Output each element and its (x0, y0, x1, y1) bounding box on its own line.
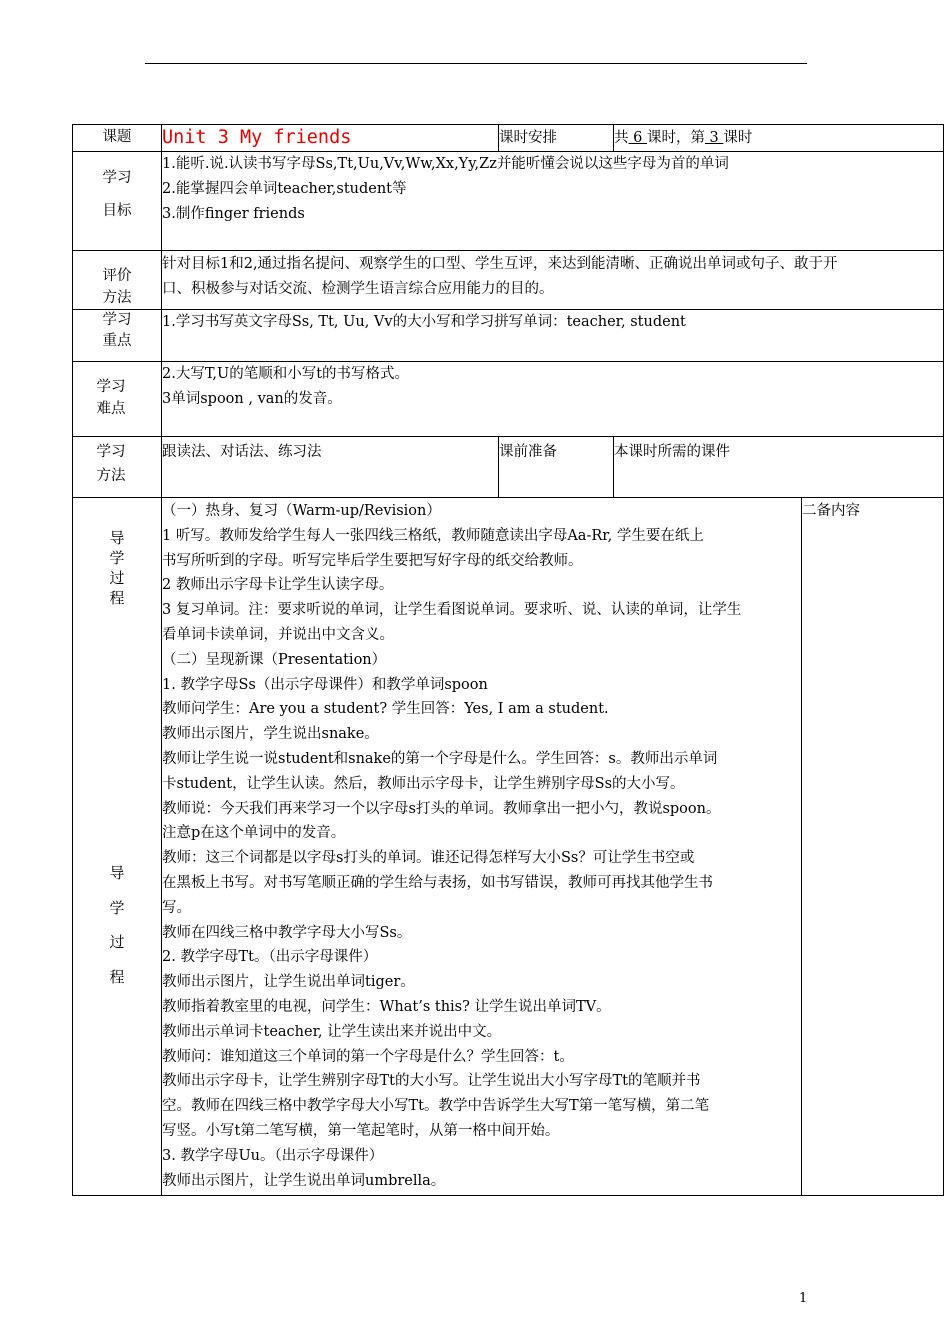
row-evaluation (73, 251, 944, 310)
process-line: 1 听写。教师发给学生每人一张四线三格纸，教师随意读出字母Aa-Rr, 学生要在纸上 (162, 527, 704, 544)
process-label-top: 导 学 过 程 (109, 529, 125, 607)
process-line: 书写所听到的字母。听写完毕后学生要把写好字母的纸交给教师。 (162, 552, 583, 569)
schedule-label: 课时安排 (499, 125, 614, 152)
row-methods (73, 437, 944, 498)
page-number: 1 (799, 1291, 808, 1306)
lesson-plan-table (72, 124, 944, 1196)
row-title (73, 125, 944, 152)
process-line: 教师出示图片，让学生说出单词tiger。 (162, 974, 415, 991)
process-line: 教师问学生：Are you a student? 学生回答：Yes, I am a student. (162, 701, 609, 718)
row-key-points (73, 310, 944, 362)
goal-item: 1.能听.说.认读书写字母Ss,Tt,Uu,Vv,Ww,Xx,Yy,Zz并能听懂会说以这些字母为首的单词 (162, 156, 729, 172)
key-points-content: 1.学习书写英文字母Ss, Tt, Uu, Vv的大小写和学习拼写单词：teacher, student (162, 310, 944, 362)
process-line: 教师出示图片，学生说出snake。 (162, 726, 379, 743)
header-rule (145, 63, 807, 64)
process-line: 教师出示字母卡，让学生辨别字母Tt的大小写。让学生说出大小写字母Tt的笔顺并书 (162, 1073, 701, 1090)
prep-content: 本课时所需的课件 (614, 437, 944, 498)
process-line: （二）呈现新课（Presentation） (162, 651, 387, 668)
row-goals (73, 152, 944, 251)
key-points-label: 学习 重点 (73, 310, 162, 362)
process-label-bottom: 导 学 过 程 (109, 864, 125, 986)
process-line: 教师出示图片，让学生说出单词umbrella。 (162, 1172, 446, 1189)
process-line: 3 复习单词。注：要求听说的单词，让学生看图说单词。要求听、说、认读的单词，让学生 (162, 602, 742, 619)
process-line: 写。 (162, 899, 191, 916)
process-line: 1. 教学字母Ss（出示字母课件）和教学单词spoon (162, 676, 488, 693)
process-content (162, 498, 802, 1196)
goal-item: 3.制作finger friends (162, 205, 305, 222)
process-label (73, 498, 162, 1196)
total-periods: 6 (628, 130, 647, 146)
process-line: 教师说：今天我们再来学习一个以字母s打头的单词。教师拿出一把小勺，教说spoon。 (162, 800, 721, 817)
schedule-value: 共 6 课时，第 3 课时 (614, 125, 944, 152)
difficulties-label: 学习 难点 (73, 362, 162, 437)
process-line: 在黑板上书写。对书写笔顺正确的学生给与表扬，如书写错误，教师可再找其他学生书 (162, 874, 713, 891)
process-line: 教师出示单词卡teacher, 让学生读出来并说出中文。 (162, 1023, 502, 1040)
process-line: （一）热身、复习（Warm-up/Revision） (162, 503, 441, 519)
second-prep-notes: 二备内容 (802, 498, 944, 1196)
process-line: 教师问：谁知道这三个单词的第一个字母是什么？学生回答：t。 (162, 1048, 574, 1065)
process-line: 教师让学生说一说student和snake的第一个字母是什么。学生回答：s。教师出示单词 (162, 750, 718, 767)
process-line: 注意p在这个单词中的发音。 (162, 825, 346, 842)
methods-label: 学习 方法 (73, 437, 162, 498)
difficulties-content: 2.大写T,U的笔顺和小写t的书写格式。 3单词spoon , van的发音。 (162, 362, 944, 437)
process-line: 3. 教学字母Uu。（出示字母课件） (162, 1147, 384, 1164)
goals-label: 学习 目标 (73, 152, 162, 251)
process-line: 2 教师出示字母卡让学生认读字母。 (162, 577, 394, 594)
process-line: 教师：这三个词都是以字母s打头的单词。谁还记得怎样写大小Ss？可让学生书空或 (162, 850, 695, 867)
current-period: 3 (704, 130, 724, 146)
process-line: 空。教师在四线三格中教学字母大小写Tt。教学中告诉学生大写T第一笔写横，第二笔 (162, 1098, 710, 1115)
process-line: 2. 教学字母Tt。（出示字母课件） (162, 949, 378, 966)
evaluation-label: 评价 方法 (73, 251, 162, 310)
row-difficulties (73, 362, 944, 437)
goals-content (162, 152, 944, 251)
process-line: 看单词卡读单词，并说出中文含义。 (162, 626, 394, 643)
process-line: 卡student，让学生认读。然后，教师出示字母卡，让学生辨别字母Ss的大小写。 (162, 775, 685, 792)
process-line: 教师指着教室里的电视，问学生：What’s this? 让学生说出单词TV。 (162, 998, 611, 1015)
methods-content: 跟读法、对话法、练习法 (162, 437, 499, 498)
goal-item: 2.能掌握四会单词teacher,student等 (162, 180, 407, 197)
unit-title: Unit 3 My friends (162, 125, 499, 152)
prep-label: 课前准备 (499, 437, 614, 498)
topic-label: 课题 (73, 125, 162, 152)
process-line: 写竖。小写t第二笔写横，第一笔起笔时，从第一格中间开始。 (162, 1122, 560, 1139)
row-process (73, 498, 944, 1196)
process-line: 教师在四线三格中教学字母大小写Ss。 (162, 924, 412, 941)
evaluation-content: 针对目标1和2,通过指名提问、观察学生的口型、学生互评，来达到能清晰、正确说出单词或句子、敢于开 口、积极参与对话交流、检测学生语言综合应用能力的目的。 (162, 251, 944, 310)
